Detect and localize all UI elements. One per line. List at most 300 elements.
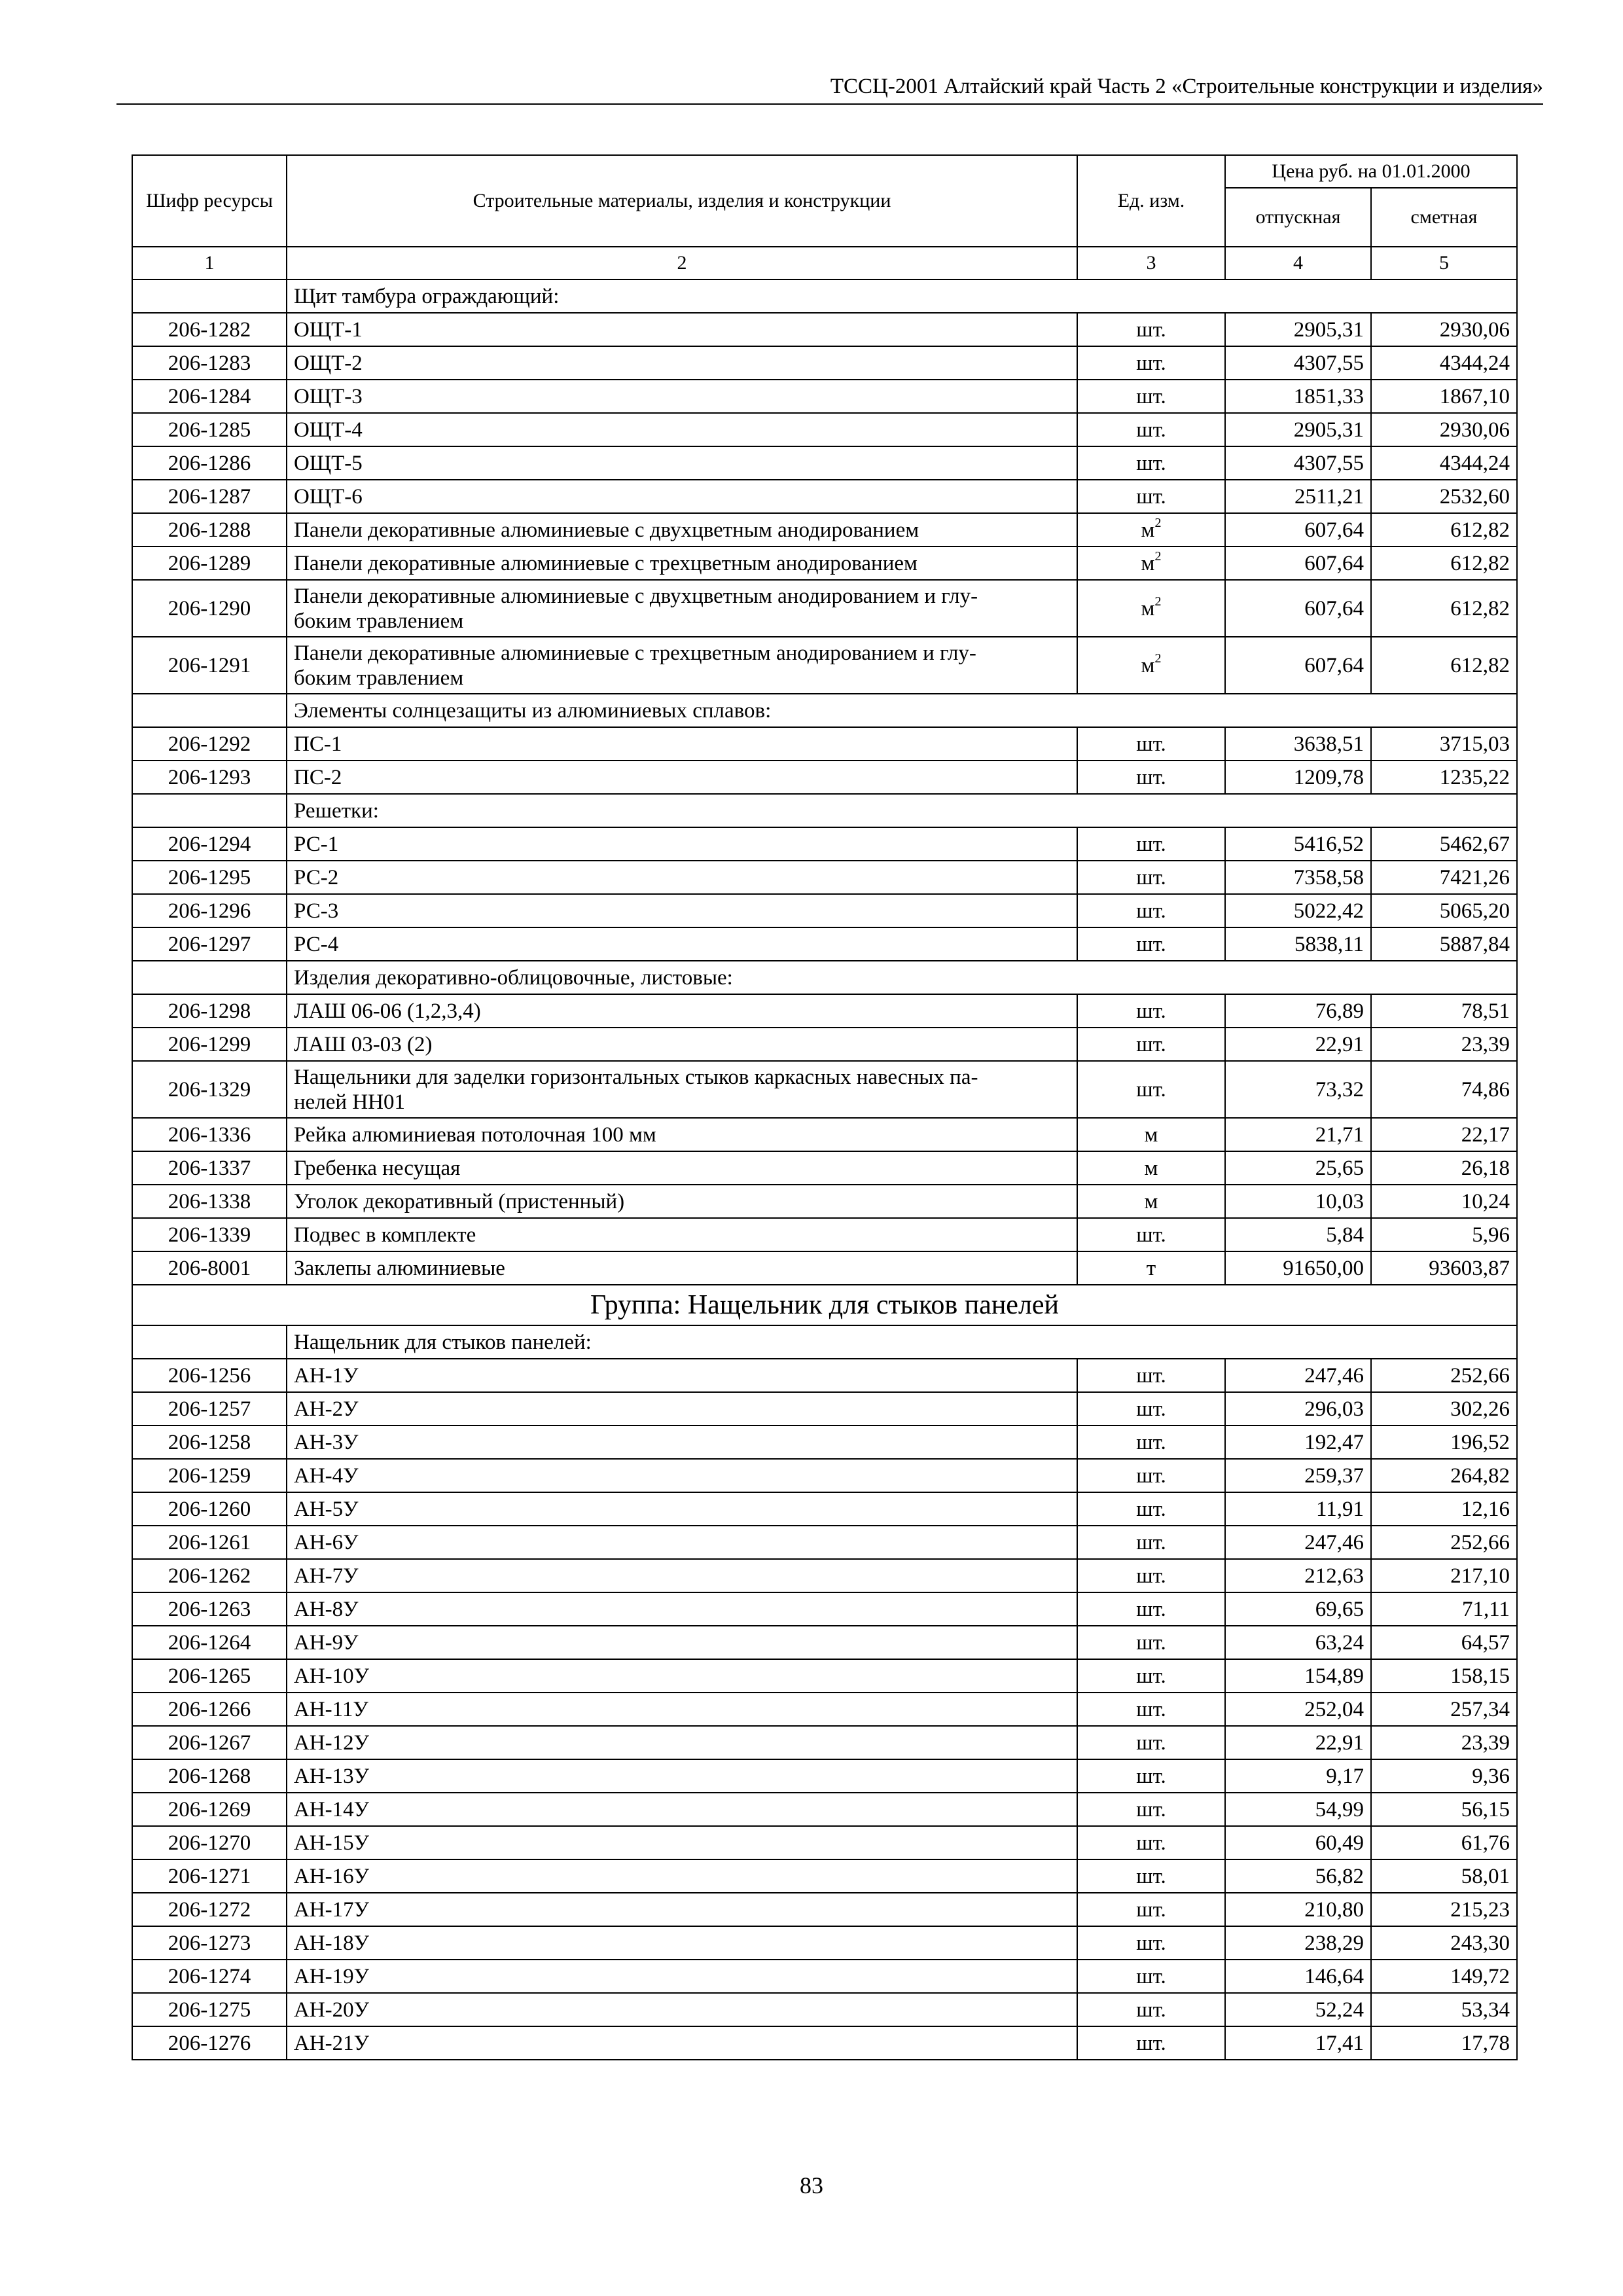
estimate-price: 2930,06 bbox=[1371, 313, 1517, 346]
unit-cell bbox=[1077, 1693, 1225, 1726]
material-name: АН-17У bbox=[287, 1893, 1077, 1926]
unit: шт. bbox=[1136, 1564, 1166, 1588]
table-row bbox=[132, 894, 1517, 927]
resource-code: 206-1273 bbox=[132, 1926, 287, 1960]
material-name bbox=[287, 580, 1077, 637]
release-price: 192,47 bbox=[1225, 1426, 1371, 1459]
unit-cell bbox=[1077, 1218, 1225, 1251]
unit-cell bbox=[1077, 346, 1225, 380]
material-name-line: Панели декоративные алюминиевые с двухцветным анодированием и глу- bbox=[294, 584, 978, 608]
unit: шт. bbox=[1136, 865, 1166, 889]
estimate-price: 93603,87 bbox=[1371, 1251, 1517, 1285]
unit: шт. bbox=[1136, 1397, 1166, 1421]
material-name: АН-10У bbox=[287, 1659, 1077, 1693]
material-name bbox=[287, 1061, 1077, 1118]
unit: м bbox=[1144, 1156, 1158, 1180]
material-name: АН-15У bbox=[287, 1826, 1077, 1859]
unit-cell bbox=[1077, 1151, 1225, 1185]
release-price: 247,46 bbox=[1225, 1526, 1371, 1559]
col-number: 4 bbox=[1225, 247, 1371, 279]
unit: шт. bbox=[1136, 451, 1166, 475]
estimate-price: 252,66 bbox=[1371, 1526, 1517, 1559]
release-price: 5,84 bbox=[1225, 1218, 1371, 1251]
unit: шт. bbox=[1136, 1363, 1166, 1388]
estimate-price: 215,23 bbox=[1371, 1893, 1517, 1926]
running-header: ТССЦ-2001 Алтайский край Часть 2 «Строительные конструкции и изделия» bbox=[116, 71, 1543, 105]
section-title: Нащельник для стыков панелей: bbox=[287, 1325, 1517, 1359]
resource-code: 206-1274 bbox=[132, 1960, 287, 1993]
resource-code: 206-1282 bbox=[132, 313, 287, 346]
estimate-price: 71,11 bbox=[1371, 1592, 1517, 1626]
table-row bbox=[132, 346, 1517, 380]
material-name: АН-13У bbox=[287, 1759, 1077, 1793]
resource-code: 206-1283 bbox=[132, 346, 287, 380]
unit: шт. bbox=[1136, 1032, 1166, 1056]
unit: шт. bbox=[1136, 1463, 1166, 1488]
unit-cell bbox=[1077, 861, 1225, 894]
resource-code: 206-1262 bbox=[132, 1559, 287, 1592]
unit-cell bbox=[1077, 1960, 1225, 1993]
release-price: 607,64 bbox=[1225, 547, 1371, 580]
col-price-header: Цена руб. на 01.01.2000 bbox=[1225, 155, 1517, 188]
unit: шт. bbox=[1136, 1664, 1166, 1688]
unit: шт. bbox=[1136, 765, 1166, 789]
material-name: Подвес в комплекте bbox=[287, 1218, 1077, 1251]
unit-cell bbox=[1077, 380, 1225, 413]
material-name: АН-8У bbox=[287, 1592, 1077, 1626]
unit-cell bbox=[1077, 2026, 1225, 2060]
table-row bbox=[132, 1285, 1517, 1325]
unit-cell bbox=[1077, 827, 1225, 861]
unit-cell bbox=[1077, 580, 1225, 637]
estimate-price: 56,15 bbox=[1371, 1793, 1517, 1826]
release-price: 1209,78 bbox=[1225, 761, 1371, 794]
estimate-price: 612,82 bbox=[1371, 513, 1517, 547]
estimate-price: 2532,60 bbox=[1371, 480, 1517, 513]
unit-cell bbox=[1077, 1793, 1225, 1826]
table-row bbox=[132, 547, 1517, 580]
table-row bbox=[132, 413, 1517, 446]
estimate-price: 61,76 bbox=[1371, 1826, 1517, 1859]
section-title: Элементы солнцезащиты из алюминиевых сплавов: bbox=[287, 694, 1517, 727]
unit-cell bbox=[1077, 1926, 1225, 1960]
table-row bbox=[132, 1185, 1517, 1218]
resource-code: 206-1260 bbox=[132, 1492, 287, 1526]
estimate-price: 612,82 bbox=[1371, 547, 1517, 580]
unit-cell bbox=[1077, 547, 1225, 580]
resource-code: 206-1264 bbox=[132, 1626, 287, 1659]
unit: шт. bbox=[1136, 1964, 1166, 1988]
material-name: Гребенка несущая bbox=[287, 1151, 1077, 1185]
table-row bbox=[132, 961, 1517, 994]
estimate-price: 5,96 bbox=[1371, 1218, 1517, 1251]
table-row bbox=[132, 1218, 1517, 1251]
material-name: Заклепы алюминиевые bbox=[287, 1251, 1077, 1285]
table-row bbox=[132, 1926, 1517, 1960]
unit-cell bbox=[1077, 1626, 1225, 1659]
unit: шт. bbox=[1136, 2031, 1166, 2055]
unit-cell bbox=[1077, 637, 1225, 694]
unit: шт. bbox=[1136, 1897, 1166, 1922]
release-price: 56,82 bbox=[1225, 1859, 1371, 1893]
resource-code bbox=[132, 794, 287, 827]
table-row bbox=[132, 637, 1517, 694]
resource-code: 206-1286 bbox=[132, 446, 287, 480]
unit: шт. bbox=[1136, 732, 1166, 756]
material-name bbox=[287, 637, 1077, 694]
table-row bbox=[132, 2026, 1517, 2060]
release-price: 154,89 bbox=[1225, 1659, 1371, 1693]
table-row bbox=[132, 1693, 1517, 1726]
resource-code: 206-1297 bbox=[132, 927, 287, 961]
estimate-price: 196,52 bbox=[1371, 1426, 1517, 1459]
unit-cell bbox=[1077, 513, 1225, 547]
resource-code: 206-1272 bbox=[132, 1893, 287, 1926]
material-name: ЛАШ 06-06 (1,2,3,4) bbox=[287, 994, 1077, 1028]
unit-cell bbox=[1077, 413, 1225, 446]
material-name: АН-21У bbox=[287, 2026, 1077, 2060]
estimate-price: 158,15 bbox=[1371, 1659, 1517, 1693]
estimate-price: 264,82 bbox=[1371, 1459, 1517, 1492]
estimate-price: 2930,06 bbox=[1371, 413, 1517, 446]
estimate-price: 74,86 bbox=[1371, 1061, 1517, 1118]
resource-code: 206-1338 bbox=[132, 1185, 287, 1218]
unit: шт. bbox=[1136, 932, 1166, 956]
unit-cell bbox=[1077, 1359, 1225, 1392]
table-row bbox=[132, 313, 1517, 346]
resource-code: 206-1261 bbox=[132, 1526, 287, 1559]
table-row bbox=[132, 1960, 1517, 1993]
unit: шт. bbox=[1136, 1998, 1166, 2022]
table-row bbox=[132, 1392, 1517, 1426]
table-row bbox=[132, 1061, 1517, 1118]
estimate-price: 9,36 bbox=[1371, 1759, 1517, 1793]
resource-code: 206-1289 bbox=[132, 547, 287, 580]
release-price: 52,24 bbox=[1225, 1993, 1371, 2026]
estimate-price: 5065,20 bbox=[1371, 894, 1517, 927]
resource-code: 206-1293 bbox=[132, 761, 287, 794]
table-row bbox=[132, 727, 1517, 761]
material-name: АН-11У bbox=[287, 1693, 1077, 1726]
estimate-price: 5462,67 bbox=[1371, 827, 1517, 861]
unit: шт. bbox=[1136, 999, 1166, 1023]
unit-cell bbox=[1077, 1061, 1225, 1118]
table-row bbox=[132, 580, 1517, 637]
table-row bbox=[132, 827, 1517, 861]
table-row bbox=[132, 1151, 1517, 1185]
unit-cell bbox=[1077, 1759, 1225, 1793]
resource-code: 206-1288 bbox=[132, 513, 287, 547]
material-name: АН-1У bbox=[287, 1359, 1077, 1392]
material-name: РС-3 bbox=[287, 894, 1077, 927]
release-price: 73,32 bbox=[1225, 1061, 1371, 1118]
unit-exponent: 2 bbox=[1154, 515, 1162, 530]
material-name: РС-2 bbox=[287, 861, 1077, 894]
resource-code: 206-1284 bbox=[132, 380, 287, 413]
table-row bbox=[132, 1325, 1517, 1359]
table-row bbox=[132, 513, 1517, 547]
resource-code: 206-1268 bbox=[132, 1759, 287, 1793]
unit: шт. bbox=[1136, 1797, 1166, 1821]
release-price: 22,91 bbox=[1225, 1028, 1371, 1061]
estimate-price: 252,66 bbox=[1371, 1359, 1517, 1392]
section-title: Изделия декоративно-облицовочные, листовые: bbox=[287, 961, 1517, 994]
material-name: ОЩТ-5 bbox=[287, 446, 1077, 480]
release-price: 5838,11 bbox=[1225, 927, 1371, 961]
table-row bbox=[132, 1793, 1517, 1826]
resource-code: 206-1275 bbox=[132, 1993, 287, 2026]
estimate-price: 612,82 bbox=[1371, 637, 1517, 694]
resource-code: 206-1263 bbox=[132, 1592, 287, 1626]
table-row bbox=[132, 480, 1517, 513]
estimate-price: 26,18 bbox=[1371, 1151, 1517, 1185]
material-name-line: нелей НН01 bbox=[294, 1090, 405, 1114]
table-row bbox=[132, 1826, 1517, 1859]
unit: шт. bbox=[1136, 484, 1166, 509]
release-price: 607,64 bbox=[1225, 637, 1371, 694]
unit: шт. bbox=[1136, 418, 1166, 442]
estimate-price: 7421,26 bbox=[1371, 861, 1517, 894]
unit-cell bbox=[1077, 727, 1225, 761]
resource-code: 206-1295 bbox=[132, 861, 287, 894]
section-title: Решетки: bbox=[287, 794, 1517, 827]
table-row bbox=[132, 1726, 1517, 1759]
material-name-line: Нащельники для заделки горизонтальных стыков каркасных навесных па- bbox=[294, 1065, 978, 1089]
col-unit-header: Ед. изм. bbox=[1077, 155, 1225, 247]
unit-cell bbox=[1077, 313, 1225, 346]
release-price: 252,04 bbox=[1225, 1693, 1371, 1726]
resource-code: 206-1285 bbox=[132, 413, 287, 446]
table-row bbox=[132, 994, 1517, 1028]
release-price: 21,71 bbox=[1225, 1118, 1371, 1151]
section-title: Щит тамбура ограждающий: bbox=[287, 279, 1517, 313]
unit: шт. bbox=[1136, 1931, 1166, 1955]
table-row bbox=[132, 694, 1517, 727]
unit: шт. bbox=[1136, 317, 1166, 342]
unit: шт. bbox=[1136, 1831, 1166, 1855]
unit-cell bbox=[1077, 994, 1225, 1028]
release-price: 3638,51 bbox=[1225, 727, 1371, 761]
estimate-price: 4344,24 bbox=[1371, 346, 1517, 380]
resource-code: 206-1329 bbox=[132, 1061, 287, 1118]
material-name: АН-3У bbox=[287, 1426, 1077, 1459]
unit-cell bbox=[1077, 446, 1225, 480]
material-name: АН-9У bbox=[287, 1626, 1077, 1659]
estimate-price: 149,72 bbox=[1371, 1960, 1517, 1993]
release-price: 296,03 bbox=[1225, 1392, 1371, 1426]
resource-code: 206-1296 bbox=[132, 894, 287, 927]
unit-exponent: 2 bbox=[1154, 594, 1162, 609]
release-price: 25,65 bbox=[1225, 1151, 1371, 1185]
estimate-price: 217,10 bbox=[1371, 1559, 1517, 1592]
release-price: 9,17 bbox=[1225, 1759, 1371, 1793]
estimate-price: 612,82 bbox=[1371, 580, 1517, 637]
unit-cell bbox=[1077, 1118, 1225, 1151]
release-price: 76,89 bbox=[1225, 994, 1371, 1028]
resource-code: 206-8001 bbox=[132, 1251, 287, 1285]
release-price: 607,64 bbox=[1225, 513, 1371, 547]
table-row bbox=[132, 1118, 1517, 1151]
price-table bbox=[132, 154, 1518, 2060]
table-header bbox=[132, 155, 1517, 279]
material-name: АН-7У bbox=[287, 1559, 1077, 1592]
table-row bbox=[132, 1592, 1517, 1626]
unit: шт. bbox=[1136, 1764, 1166, 1788]
resource-code: 206-1292 bbox=[132, 727, 287, 761]
unit: шт. bbox=[1136, 1731, 1166, 1755]
resource-code: 206-1294 bbox=[132, 827, 287, 861]
page-number: 83 bbox=[800, 2172, 823, 2198]
estimate-price: 1867,10 bbox=[1371, 380, 1517, 413]
estimate-price: 10,24 bbox=[1371, 1185, 1517, 1218]
table-row bbox=[132, 1859, 1517, 1893]
unit: м bbox=[1144, 1122, 1158, 1147]
unit: шт. bbox=[1136, 832, 1166, 856]
unit-cell bbox=[1077, 894, 1225, 927]
unit-cell bbox=[1077, 1893, 1225, 1926]
table-row bbox=[132, 794, 1517, 827]
table-row bbox=[132, 1559, 1517, 1592]
material-name: Панели декоративные алюминиевые с трехцветным анодированием bbox=[287, 547, 1077, 580]
resource-code bbox=[132, 279, 287, 313]
unit-cell bbox=[1077, 1526, 1225, 1559]
release-price: 11,91 bbox=[1225, 1492, 1371, 1526]
table-row bbox=[132, 1028, 1517, 1061]
resource-code: 206-1299 bbox=[132, 1028, 287, 1061]
estimate-price: 3715,03 bbox=[1371, 727, 1517, 761]
resource-code: 206-1298 bbox=[132, 994, 287, 1028]
unit-cell bbox=[1077, 1859, 1225, 1893]
unit-cell bbox=[1077, 1592, 1225, 1626]
release-price: 69,65 bbox=[1225, 1592, 1371, 1626]
release-price: 247,46 bbox=[1225, 1359, 1371, 1392]
table-row bbox=[132, 380, 1517, 413]
estimate-price: 302,26 bbox=[1371, 1392, 1517, 1426]
material-name: ПС-2 bbox=[287, 761, 1077, 794]
release-price: 2905,31 bbox=[1225, 413, 1371, 446]
resource-code: 206-1271 bbox=[132, 1859, 287, 1893]
unit: шт. bbox=[1136, 1497, 1166, 1521]
table-row bbox=[132, 1893, 1517, 1926]
release-price: 60,49 bbox=[1225, 1826, 1371, 1859]
material-name: АН-18У bbox=[287, 1926, 1077, 1960]
material-name: АН-4У bbox=[287, 1459, 1077, 1492]
release-price: 63,24 bbox=[1225, 1626, 1371, 1659]
resource-code: 206-1267 bbox=[132, 1726, 287, 1759]
col-estimate-header: сметная bbox=[1371, 188, 1517, 247]
estimate-price: 23,39 bbox=[1371, 1726, 1517, 1759]
resource-code: 206-1257 bbox=[132, 1392, 287, 1426]
resource-code: 206-1337 bbox=[132, 1151, 287, 1185]
col-code-header: Шифр ресурсы bbox=[132, 155, 287, 247]
unit: шт. bbox=[1136, 351, 1166, 375]
material-name: АН-16У bbox=[287, 1859, 1077, 1893]
resource-code: 206-1287 bbox=[132, 480, 287, 513]
table-row bbox=[132, 761, 1517, 794]
resource-code: 206-1269 bbox=[132, 1793, 287, 1826]
table-row bbox=[132, 1626, 1517, 1659]
table-row bbox=[132, 1993, 1517, 2026]
table-row bbox=[132, 1759, 1517, 1793]
release-price: 54,99 bbox=[1225, 1793, 1371, 1826]
table-row bbox=[132, 861, 1517, 894]
col-release-header: отпускная bbox=[1225, 188, 1371, 247]
unit: м bbox=[1144, 1189, 1158, 1213]
release-price: 607,64 bbox=[1225, 580, 1371, 637]
estimate-price: 23,39 bbox=[1371, 1028, 1517, 1061]
resource-code: 206-1258 bbox=[132, 1426, 287, 1459]
release-price: 4307,55 bbox=[1225, 346, 1371, 380]
resource-code: 206-1276 bbox=[132, 2026, 287, 2060]
release-price: 210,80 bbox=[1225, 1893, 1371, 1926]
unit: т bbox=[1146, 1256, 1156, 1280]
unit-cell bbox=[1077, 1492, 1225, 1526]
table-row bbox=[132, 1459, 1517, 1492]
unit-cell bbox=[1077, 1993, 1225, 2026]
unit-cell bbox=[1077, 927, 1225, 961]
unit: м bbox=[1141, 596, 1155, 620]
resource-code: 206-1259 bbox=[132, 1459, 287, 1492]
estimate-price: 53,34 bbox=[1371, 1993, 1517, 2026]
resource-code: 206-1265 bbox=[132, 1659, 287, 1693]
material-name: ОЩТ-2 bbox=[287, 346, 1077, 380]
unit-exponent: 2 bbox=[1154, 651, 1162, 666]
group-title: Группа: Нащельник для стыков панелей bbox=[132, 1285, 1517, 1325]
resource-code bbox=[132, 961, 287, 994]
table-row bbox=[132, 1526, 1517, 1559]
estimate-price: 17,78 bbox=[1371, 2026, 1517, 2060]
col-name-header: Строительные материалы, изделия и конструкции bbox=[287, 155, 1077, 247]
material-name: РС-1 bbox=[287, 827, 1077, 861]
estimate-price: 22,17 bbox=[1371, 1118, 1517, 1151]
unit-cell bbox=[1077, 761, 1225, 794]
unit-cell bbox=[1077, 1659, 1225, 1693]
unit: шт. bbox=[1136, 1223, 1166, 1247]
table-row bbox=[132, 1659, 1517, 1693]
release-price: 2905,31 bbox=[1225, 313, 1371, 346]
resource-code: 206-1336 bbox=[132, 1118, 287, 1151]
unit-cell bbox=[1077, 1028, 1225, 1061]
estimate-price: 257,34 bbox=[1371, 1693, 1517, 1726]
unit-cell bbox=[1077, 1826, 1225, 1859]
unit-exponent: 2 bbox=[1154, 548, 1162, 564]
unit: шт. bbox=[1136, 899, 1166, 923]
unit-cell bbox=[1077, 1392, 1225, 1426]
release-price: 5416,52 bbox=[1225, 827, 1371, 861]
resource-code: 206-1290 bbox=[132, 580, 287, 637]
resource-code: 206-1339 bbox=[132, 1218, 287, 1251]
material-name: ОЩТ-6 bbox=[287, 480, 1077, 513]
estimate-price: 78,51 bbox=[1371, 994, 1517, 1028]
estimate-price: 1235,22 bbox=[1371, 761, 1517, 794]
material-name-line: боким травлением bbox=[294, 666, 464, 690]
material-name: АН-20У bbox=[287, 1993, 1077, 2026]
material-name: ПС-1 bbox=[287, 727, 1077, 761]
material-name: ОЩТ-4 bbox=[287, 413, 1077, 446]
release-price: 259,37 bbox=[1225, 1459, 1371, 1492]
release-price: 1851,33 bbox=[1225, 380, 1371, 413]
release-price: 212,63 bbox=[1225, 1559, 1371, 1592]
unit: м bbox=[1141, 518, 1155, 542]
col-number: 5 bbox=[1371, 247, 1517, 279]
unit-cell bbox=[1077, 1726, 1225, 1759]
col-number: 3 bbox=[1077, 247, 1225, 279]
unit: м bbox=[1141, 653, 1155, 677]
release-price: 22,91 bbox=[1225, 1726, 1371, 1759]
resource-code: 206-1291 bbox=[132, 637, 287, 694]
table-row bbox=[132, 1251, 1517, 1285]
release-price: 5022,42 bbox=[1225, 894, 1371, 927]
